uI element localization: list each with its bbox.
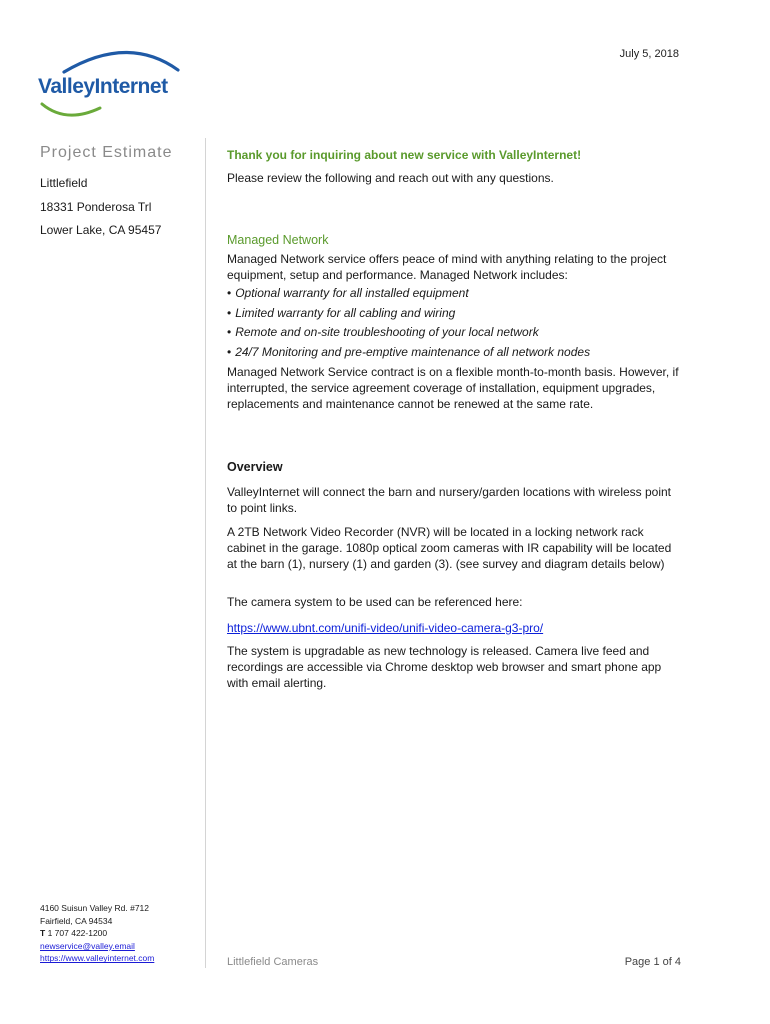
- managed-network-heading: Managed Network: [227, 233, 329, 247]
- company-contact-block: [40, 902, 154, 965]
- client-street: 18331 Ponderosa Trl: [40, 200, 152, 214]
- project-title: Project Estimate: [40, 144, 173, 161]
- managed-network-intro: Managed Network service offers peace of mind with anything relating to the project equipment, setup and performance. Managed Network includes:: [227, 252, 667, 282]
- overview-heading: Overview: [227, 460, 283, 474]
- review-text: Please review the following and reach out with any questions.: [227, 171, 554, 185]
- managed-network-features: [227, 285, 682, 363]
- company-city: Fairfield, CA 94534: [40, 915, 113, 926]
- list-item: • 24/7 Monitoring and pre-emptive maintenance of all network nodes: [227, 344, 682, 364]
- client-name: Littlefield: [40, 176, 88, 190]
- client-city: Lower Lake, CA 95457: [40, 223, 162, 237]
- overview-paragraph-2: A 2TB Network Video Recorder (NVR) will be located in a locking network rack cabinet in the garage. 1080p optical zoom cameras with IR capability will be located at the barn (1), nursery (1) and garden (3). (see survey and diagram details below): [227, 525, 672, 571]
- website-link[interactable]: https://www.valleyinternet.com: [40, 953, 155, 964]
- phone-number: 1 707 422-1200: [47, 928, 108, 939]
- list-item: • Optional warranty for all installed equipment: [227, 285, 682, 305]
- page-number: Page 1 of 4: [624, 956, 681, 968]
- managed-network-contract: Managed Network Service contract is on a flexible month-to-month basis. However, if interrupted, the service agreement coverage of installation, equipment upgrades, replacements and maintenance cannot be renewed at the same rate.: [227, 365, 679, 411]
- column-divider: [205, 138, 206, 968]
- document-name: Littlefield Cameras: [227, 956, 319, 968]
- logo-wordmark: ValleyInternet: [38, 75, 168, 98]
- email-link[interactable]: newservice@valley.email: [40, 940, 135, 951]
- list-item: • Limited warranty for all cabling and wiring: [227, 305, 682, 325]
- camera-reference-link[interactable]: https://www.ubnt.com/unifi-video/unifi-video-camera-g3-pro/: [227, 621, 544, 635]
- overview-paragraph-4: The system is upgradable as new technology is released. Camera live feed and recordings are accessible via Chrome desktop web browser and smart phone app with email alerting.: [227, 644, 662, 690]
- logo-arc-swoosh: [64, 52, 178, 72]
- company-phone: [40, 927, 154, 940]
- logo-underline-swoosh: [42, 104, 100, 115]
- overview-paragraph-3: The camera system to be used can be referenced here:: [227, 595, 523, 609]
- valleyinternet-logo: [38, 40, 188, 124]
- company-street: 4160 Suisun Valley Rd. #712: [40, 903, 150, 913]
- phone-label: T: [40, 928, 46, 939]
- overview-paragraph-1: ValleyInternet will connect the barn and nursery/garden locations with wireless point to point links.: [227, 485, 672, 515]
- list-item: • Remote and on-site troubleshooting of your local network: [227, 324, 682, 344]
- thank-you-heading: Thank you for inquiring about new service with ValleyInternet!: [227, 148, 582, 162]
- document-date: July 5, 2018: [619, 48, 679, 60]
